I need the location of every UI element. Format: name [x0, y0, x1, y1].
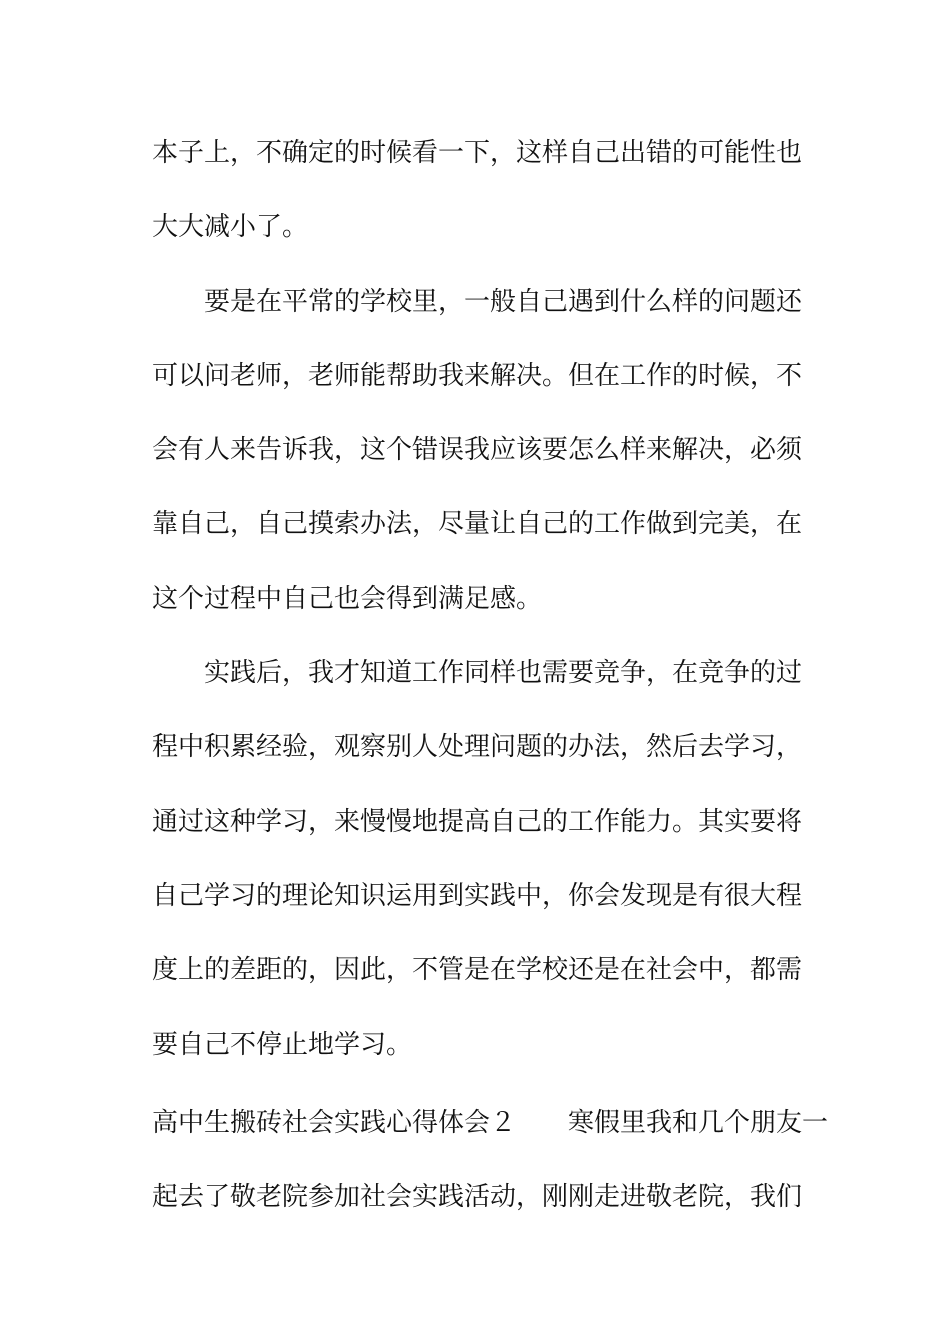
paragraph-line: 会有人来告诉我，这个错误我应该要怎么样来解决，必须 — [152, 435, 803, 465]
section-title: 高中生搬砖社会实践心得体会２ — [152, 1108, 517, 1138]
paragraph-line: 通过这种学习，来慢慢地提高自己的工作能力。其实要将 — [152, 807, 803, 837]
paragraph-line: 本子上，不确定的时候看一下，这样自己出错的可能性也 — [152, 138, 803, 168]
paragraph-line: 要自己不停止地学习。 — [152, 1030, 413, 1060]
paragraph-line: 这个过程中自己也会得到满足感。 — [152, 584, 543, 614]
paragraph-line: 程中积累经验，观察别人处理问题的办法，然后去学习， — [152, 732, 803, 762]
section-heading-row — [152, 1108, 852, 1138]
paragraph-line: 起去了敬老院参加社会实践活动，刚刚走进敬老院，我们 — [152, 1182, 803, 1212]
paragraph-line: 寒假里我和几个朋友一 — [568, 1108, 829, 1138]
paragraph-line: 靠自己，自己摸索办法，尽量让自己的工作做到完美，在 — [152, 509, 803, 539]
paragraph-line: 实践后，我才知道工作同样也需要竞争，在竞争的过 — [204, 658, 803, 688]
paragraph-line: 大大减小了。 — [152, 212, 309, 242]
paragraph-line: 要是在平常的学校里，一般自己遇到什么样的问题还 — [204, 287, 803, 317]
paragraph-line: 自己学习的理论知识运用到实践中，你会发现是有很大程 — [152, 881, 803, 911]
paragraph-line: 度上的差距的，因此，不管是在学校还是在社会中，都需 — [152, 955, 803, 985]
paragraph-line: 可以问老师，老师能帮助我来解决。但在工作的时候，不 — [152, 361, 803, 391]
